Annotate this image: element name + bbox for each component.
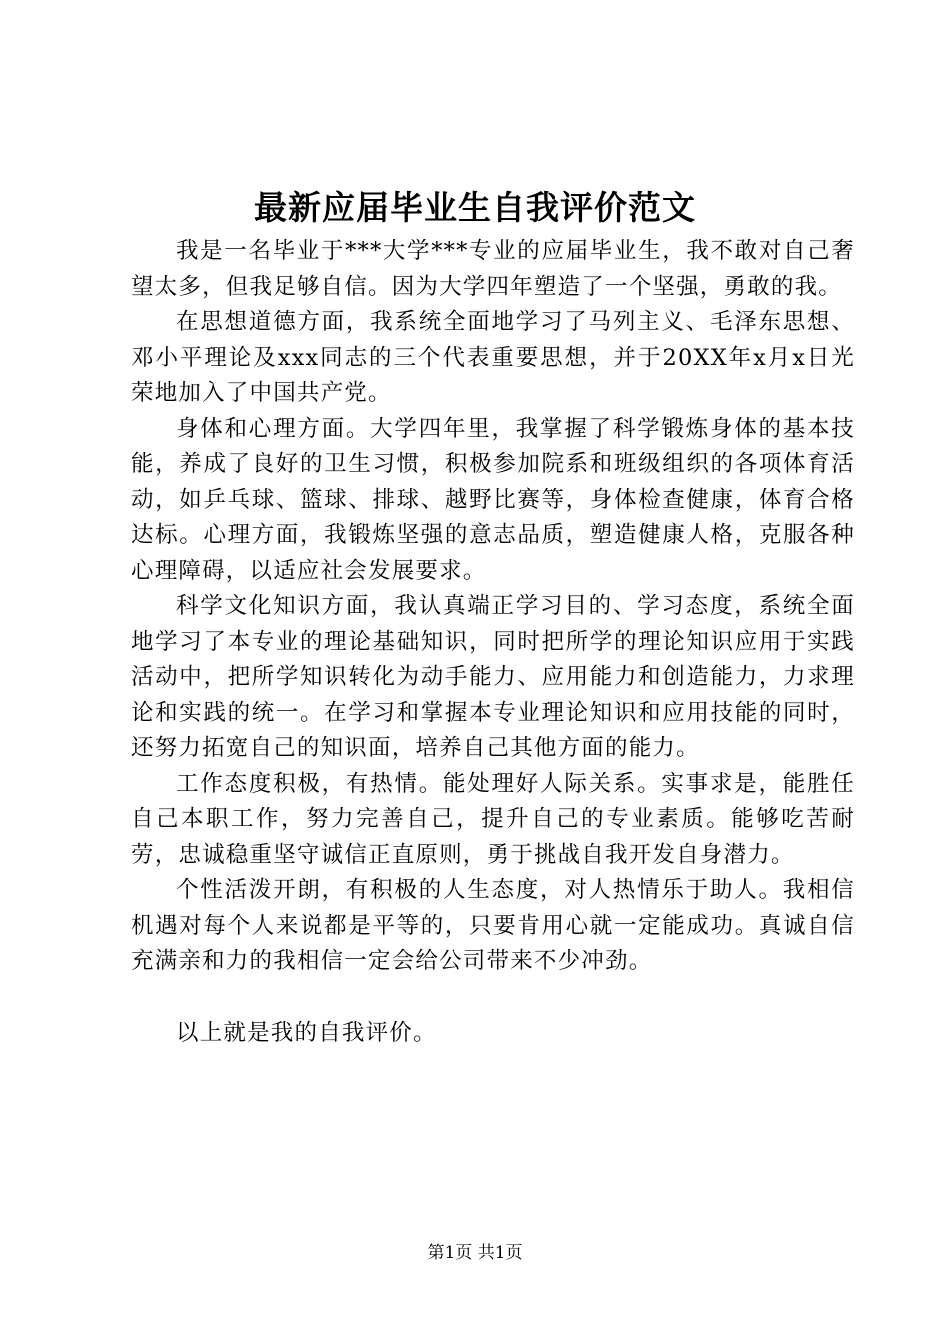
document-title: 最新应届毕业生自我评价范文 bbox=[254, 188, 696, 227]
paragraph-intro: 我是一名毕业于***大学***专业的应届毕业生，我不敢对自己奢望太多，但我足够自信。因为大学四年塑造了一个坚强，勇敢的我。 bbox=[131, 238, 855, 300]
document-body bbox=[131, 234, 855, 1051]
paragraph-knowledge: 科学文化知识方面，我认真端正学习目的、学习态度，系统全面地学习了本专业的理论基础知识，同时把所学的理论知识应用于实践活动中，把所学知识转化为动手能力、应用能力和创造能力，力求理论和实践的统一。在学习和掌握本专业理论知识和应用技能的同时，还努力拓宽自己的知识面，培养自己其他方面的能力。 bbox=[131, 593, 855, 761]
paragraph-closing: 以上就是我的自我评价。 bbox=[176, 1019, 437, 1046]
page-footer: 第1页 共1页 bbox=[427, 1243, 523, 1263]
paragraph-personality: 个性活泼开朗，有积极的人生态度，对人热情乐于助人。我相信机遇对每个人来说都是平等的，只要肯用心就一定能成功。真诚自信充满亲和力的我相信一定会给公司带来不少冲劲。 bbox=[131, 877, 855, 974]
paragraph-physical-mental: 身体和心理方面。大学四年里，我掌握了科学锻炼身体的基本技能，养成了良好的卫生习惯，积极参加院系和班级组织的各项体育活动，如乒乓球、篮球、排球、越野比赛等，身体检查健康，体育合格达标。心理方面，我锻炼坚强的意志品质，塑造健康人格，克服各种心理障碍，以适应社会发展要求。 bbox=[131, 415, 855, 584]
paragraph-work-attitude: 工作态度积极，有热情。能处理好人际关系。实事求是，能胜任自己本职工作，努力完善自己，提升自己的专业素质。能够吃苦耐劳，忠诚稳重坚守诚信正直原则，勇于挑战自我开发自身潜力。 bbox=[131, 770, 855, 868]
paragraph-moral: 在思想道德方面，我系统全面地学习了马列主义、毛泽东思想、邓小平理论及xxx同志的三个代表重要思想，并于20XX年x月x日光荣地加入了中国共产党。 bbox=[131, 309, 855, 406]
